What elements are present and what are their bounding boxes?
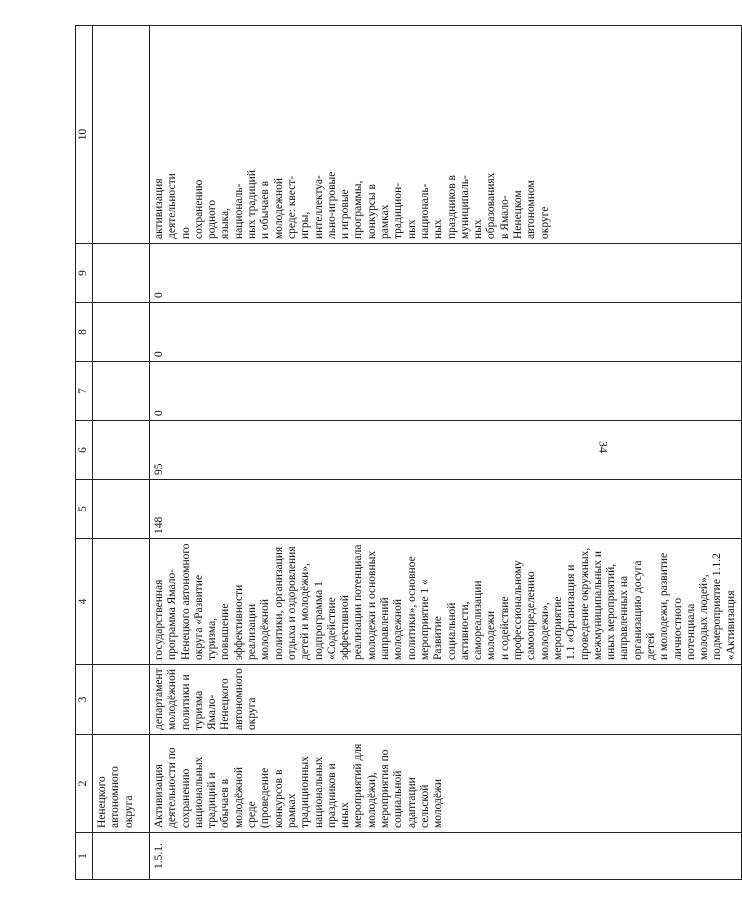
table-cell [93, 480, 150, 539]
header-cell: 2 [76, 735, 93, 833]
header-cell: 5 [76, 480, 93, 539]
page-number: 34 [596, 441, 611, 453]
value-cell: 0 [150, 303, 742, 362]
header-cell: 1 [76, 833, 93, 880]
table-cell [93, 244, 150, 303]
header-cell: 9 [76, 244, 93, 303]
program-cell: государственная программа Ямало- Ненецкого автономного округа «Развитие туризма, повышение эффективности реализации молодёжной политики, организация отдыха и оздоровления детей и молодёжи», подпрограмма 1 «Содействие эффективной реализации потенциала молодежи и основных направлений молодежной политики», основное мероприятие 1 « Развитие социальной активности, самореализации молодежи и содействие профессиональному самоопределению молодежи», мероприятие 1.1 «Организация и проведение окружных, межмуниципальных и иных мероприятий, направленных на организацию досуга детей и молодежи, развитие личностного потенциала молодых людей», подмероприятие 1.1.2 «Активизация [150, 539, 742, 665]
header-cell: 10 [76, 26, 93, 244]
value-cell: 148 [150, 480, 742, 539]
table-row [150, 26, 742, 880]
header-cell: 8 [76, 303, 93, 362]
continuation-row [93, 26, 150, 880]
table-cell [93, 665, 150, 735]
value-cell: 0 [150, 362, 742, 421]
table-cell [93, 539, 150, 665]
table-cell [93, 303, 150, 362]
activity-name-cell: Активизация деятельности по сохранению национальных традиций и обычаев в молодёжной среде (проведение конкурсов в рамках традиционных национальных праздников и иных мероприятий для молодёжи), мероприятия по социальной адаптации сельской молодёжи [150, 735, 742, 833]
header-cell: 7 [76, 362, 93, 421]
responsible-cell: департамент молодёжной политики и туризма Ямало- Ненецкого автономного округа [150, 665, 742, 735]
header-row [76, 26, 93, 880]
header-cell: 6 [76, 421, 93, 480]
table-cell [93, 26, 150, 244]
table-cell [93, 421, 150, 480]
header-cell: 4 [76, 539, 93, 665]
value-cell: 0 [150, 244, 742, 303]
result-cell: активизация деятельности по сохранению родного языка, националь- ных традиций и обычаев в молодежной среде: квест- игры, интеллектуа- льно-игровые и игровые программы, конкурсы в рамках традицион- ных националь- ных праздников в муниципаль- ных образованиях в Ямало- Ненецком автономном округе [150, 26, 742, 244]
value-cell: 95 [150, 421, 742, 480]
table-cell [93, 833, 150, 880]
program-table [75, 25, 742, 880]
table-cell [93, 362, 150, 421]
rotated-page-content [75, 26, 737, 880]
header-cell: 3 [76, 665, 93, 735]
table-cell: Ненецкого автономного округа [93, 735, 150, 833]
row-number-cell: 1.5.1. [150, 833, 742, 880]
